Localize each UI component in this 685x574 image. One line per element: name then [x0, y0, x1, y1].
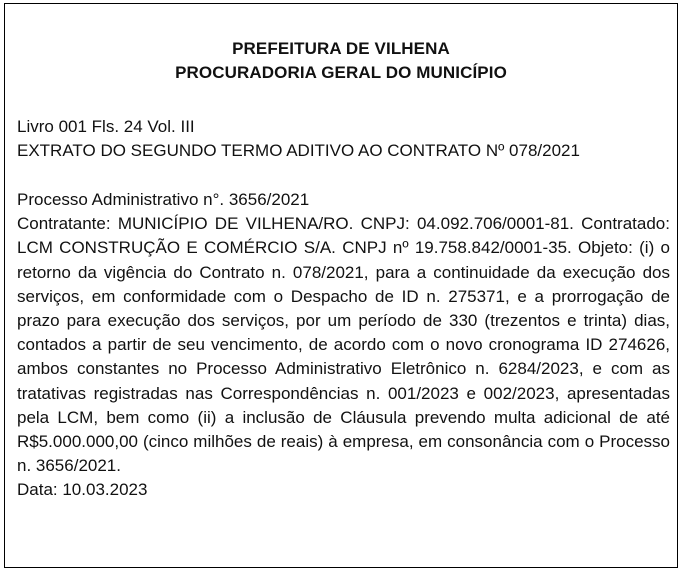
extract-title: EXTRATO DO SEGUNDO TERMO ADITIVO AO CONTRATO Nº 078/2021	[17, 141, 580, 160]
header-procuradoria: PROCURADORIA GERAL DO MUNICÍPIO	[175, 63, 507, 82]
document-date: Data: 10.03.2023	[17, 480, 148, 500]
process-number: Processo Administrativo n°. 3656/2021	[17, 190, 310, 209]
contract-text: Contratante: MUNICÍPIO DE VILHENA/RO. CNPJ: 04.092.706/0001-81. Contratado: LCM CONSTRUÇÃO E COMÉRCIO S/A. CNPJ nº 19.758.842/0001-35. Objeto: (i) o retorno da vigência do Contrato n. 078/2021, para a continuidade da execução dos serviços, em conformidade com o Despacho de ID n. 275371, e a prorrogação de prazo para execução dos serviços, por um período de 330 (trezentos e trinta) dias, contados a partir de seu vencimento, de acordo com o novo cronograma ID 274626, ambos constantes no Processo Administrativo Eletrônico n. 6284/2023, e com as tratativas registradas nas Correspondências n. 001/2023 e 002/2023, apresentadas pela LCM, bem como (ii) a inclusão de Cláusula prevendo multa adicional de até R$5.000.000,00 (cinco milhões de reais) à empresa, em consonância com o Processo n. 3656/2021.	[17, 214, 670, 476]
header-prefeitura: PREFEITURA DE VILHENA	[232, 39, 450, 58]
document-body	[17, 188, 670, 503]
book-reference: Livro 001 Fls. 24 Vol. III	[17, 117, 195, 136]
